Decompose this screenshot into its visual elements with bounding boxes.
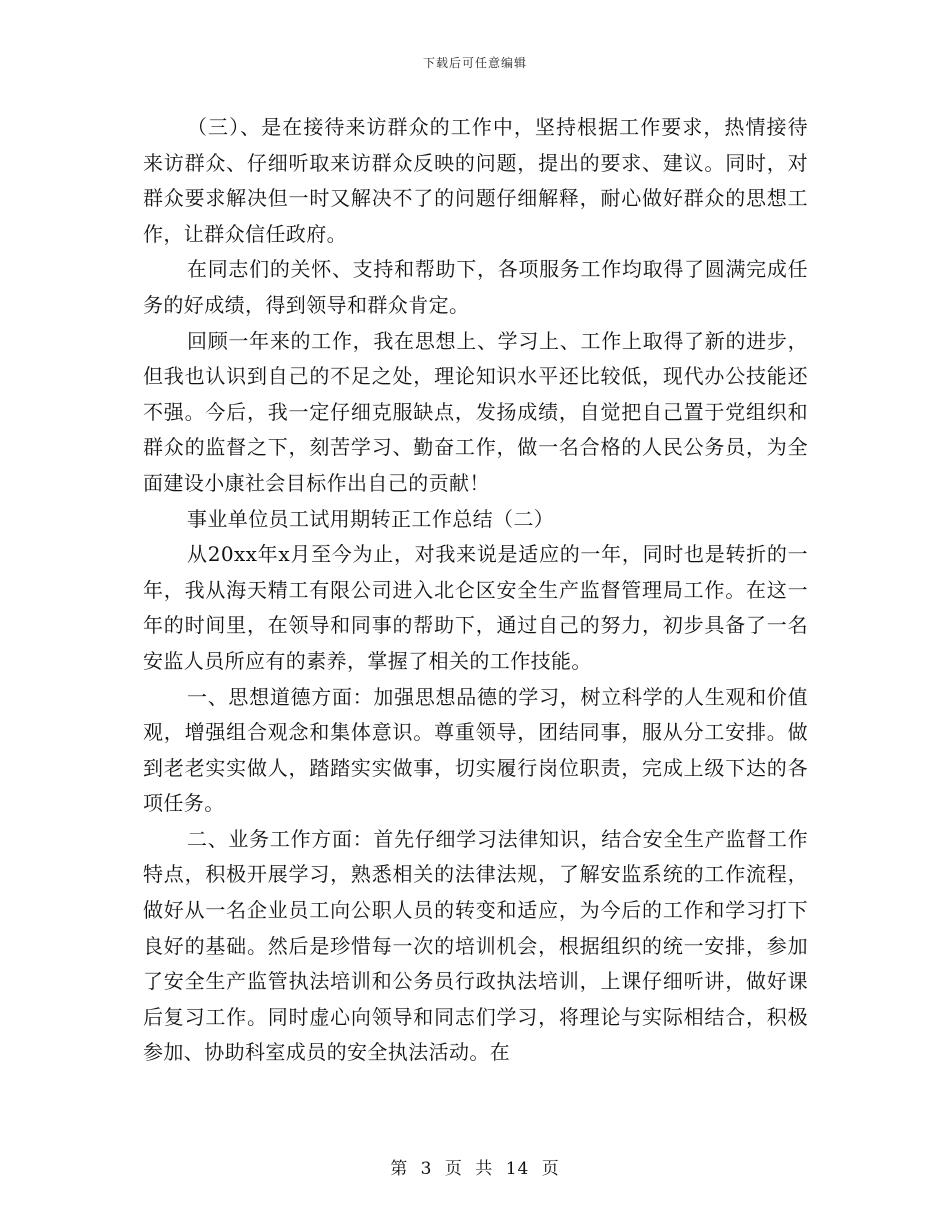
paragraph-review: 回顾一年来的工作，我在思想上、学习上、工作上取得了新的进步，但我也认识到自己的不足之处，理论知识水平还比较低，现代办公技能还不强。今后，我一定仔细克服缺点，发扬成绩，自觉把自己置于党组织和群众的监督之下，刻苦学习、勤奋工作，做一名合格的人民公务员，为全面建设小康社会目标作出自己的贡献！ <box>143 328 808 495</box>
paragraph-moral-aspect: 一、思想道德方面：加强思想品德的学习，树立科学的人生观和价值观，增强组合观念和集体意识。尊重领导，团结同事，服从分工安排。做到老老实实做人，踏踏实实做事，切实履行岗位职责，完成上级下达的各项任务。 <box>143 684 808 816</box>
paragraph-reception-work: （三）、是在接待来访群众的工作中，坚持根据工作要求，热情接待来访群众、仔细听取来访群众反映的问题，提出的要求、建议。同时，对群众要求解决但一时又解决不了的问题仔细解释，耐心做好群众的思想工作，让群众信任政府。 <box>143 115 808 246</box>
paragraph-achievements: 在同志们的关怀、支持和帮助下，各项服务工作均取得了圆满完成任务的好成绩，得到领导和群众肯定。 <box>143 257 808 317</box>
section-title: 事业单位员工试用期转正工作总结（二） <box>187 506 555 531</box>
paragraph-business-aspect: 二、业务工作方面：首先仔细学习法律知识，结合安全生产监督工作特点，积极开展学习，熟悉相关的法律法规，了解安监系统的工作流程，做好从一名企业员工向公职人员的转变和适应，为今后的工作和学习打下良好的基础。然后是珍惜每一次的培训机会，根据组织的统一安排，参加了安全生产监管执法培训和公务员行政执法培训，上课仔细听讲，做好课后复习工作。同时虚心向领导和同志们学习，将理论与实际相结合，积极参加、协助科室成员的安全执法活动。在 <box>143 826 808 1065</box>
paragraph-introduction: 从20xx年x月至今为止，对我来说是适应的一年，同时也是转折的一年，我从海天精工有限公司进入北仑区安全生产监督管理局工作。在这一年的时间里，在领导和同事的帮助下，通过自己的努力，初步具备了一名安监人员所应有的素养，掌握了相关的工作技能。 <box>143 542 808 673</box>
document-body <box>143 110 808 1071</box>
page-header: 下载后可任意编辑 <box>422 56 527 70</box>
page-number: 第 3 页 共 14 页 <box>390 1159 560 1179</box>
